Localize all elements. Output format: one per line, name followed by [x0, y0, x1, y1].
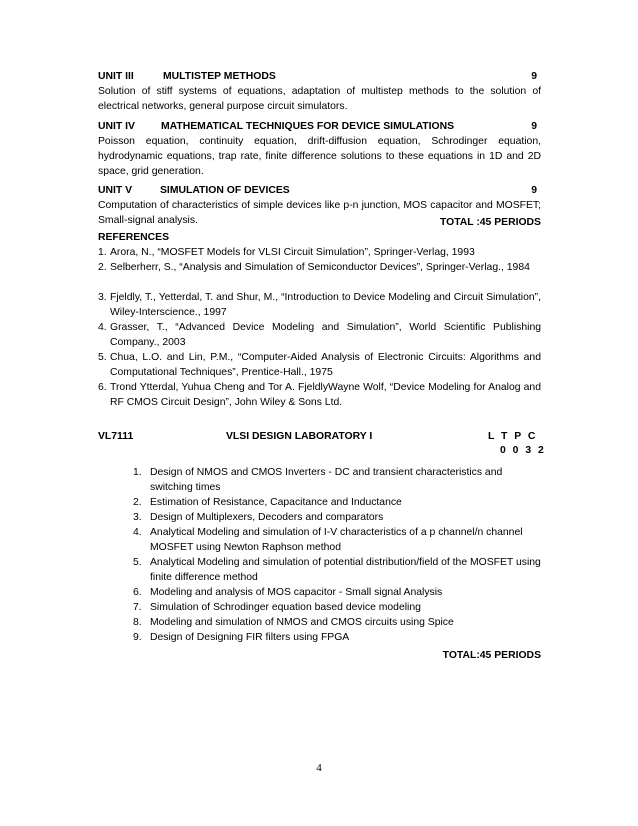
- lab-total-periods: TOTAL:45 PERIODS: [442, 650, 541, 661]
- page-number: 4: [316, 762, 322, 774]
- experiment-text: Modeling and analysis of MOS capacitor - Small signal Analysis: [150, 587, 443, 598]
- total-periods: TOTAL :45 PERIODS: [439, 217, 541, 228]
- experiment-text: Design of NMOS and CMOS Inverters - DC and transient characteristics and switching times: [150, 467, 503, 493]
- unit-title: MULTISTEP METHODS: [163, 71, 276, 82]
- unit-title: SIMULATION OF DEVICES: [160, 185, 290, 196]
- unit-number: UNIT IV: [98, 121, 135, 132]
- reference-number: 3.: [98, 292, 107, 303]
- experiment-item: [133, 465, 543, 495]
- references-heading: REFERENCES: [98, 232, 170, 243]
- reference-number: 2.: [98, 262, 107, 273]
- reference-item: [98, 380, 541, 410]
- unit-number: UNIT III: [98, 71, 134, 82]
- experiment-number: 5.: [133, 557, 142, 568]
- experiment-item: [133, 630, 543, 645]
- experiment-number: 9.: [133, 632, 142, 643]
- unit-body: Computation of characteristics of simple devices like p-n junction, MOS capacitor and MOSFET; Small-signal analysis.: [98, 200, 541, 226]
- unit-heading: [98, 119, 541, 134]
- experiment-item: [133, 585, 543, 600]
- experiment-number: 2.: [133, 497, 142, 508]
- reference-item: [98, 320, 541, 350]
- experiment-item: [133, 510, 543, 525]
- unit-hours: 9: [531, 121, 537, 132]
- experiment-text: Design of Multiplexers, Decoders and comparators: [150, 512, 384, 523]
- unit-number: UNIT V: [98, 185, 133, 196]
- experiment-list: [133, 465, 543, 645]
- reference-text: Trond Ytterdal, Yuhua Cheng and Tor A. FjeldlyWayne Wolf, “Device Modeling for Analog and RF CMOS Circuit Design”, John Wiley & Sons Ltd.: [110, 382, 541, 408]
- experiment-number: 6.: [133, 587, 142, 598]
- reference-text: Chua, L.O. and Lin, P.M., “Computer-Aided Analysis of Electronic Circuits: Algorithms and Computational Techniques”, Prentice-Hall., 1975: [110, 352, 541, 378]
- experiment-text: Analytical Modeling and simulation of potential distribution/field of the MOSFET using finite difference method: [150, 557, 541, 583]
- experiment-text: Simulation of Schrodinger equation based device modeling: [150, 602, 421, 613]
- unit-title: MATHEMATICAL TECHNIQUES FOR DEVICE SIMULATIONS: [161, 121, 455, 132]
- reference-text: Selberherr, S., “Analysis and Simulation of Semiconductor Devices”, Springer-Verlag., 1984: [110, 262, 530, 273]
- unit-hours: 9: [531, 185, 537, 196]
- experiment-item: [133, 495, 543, 510]
- reference-text: Arora, N., “MOSFET Models for VLSI Circuit Simulation”, Springer-Verlag, 1993: [110, 247, 475, 258]
- ltpc-label: L T P C: [488, 431, 538, 442]
- unit-heading: [98, 69, 541, 84]
- experiment-number: 4.: [133, 527, 142, 538]
- unit-body: Solution of stiff systems of equations, adaptation of multistep methods to the solution of electrical networks, general purpose circuit simulators.: [98, 86, 541, 112]
- unit-body: Poisson equation, continuity equation, drift-diffusion equation, Schrodinger equation, hydrodynamic equations, trap rate, finite difference solutions to these equations in 1D and 2D space, grid generation.: [98, 136, 541, 177]
- reference-item: [98, 260, 541, 275]
- experiment-text: Estimation of Resistance, Capacitance and Inductance: [150, 497, 402, 508]
- unit-heading: [98, 183, 541, 198]
- experiment-text: Design of Designing FIR filters using FPGA: [150, 632, 350, 643]
- reference-text: Grasser, T., “Advanced Device Modeling and Simulation”, World Scientific Publishing Company., 2003: [110, 322, 541, 348]
- reference-number: 6.: [98, 382, 107, 393]
- unit-hours: 9: [531, 71, 537, 82]
- experiment-number: 8.: [133, 617, 142, 628]
- reference-number: 4.: [98, 322, 107, 333]
- reference-number: 5.: [98, 352, 107, 363]
- experiment-item: [133, 600, 543, 615]
- course-code: VL7111: [98, 431, 134, 442]
- course-title: VLSI DESIGN LABORATORY I: [226, 431, 373, 442]
- experiment-text: Modeling and simulation of NMOS and CMOS circuits using Spice: [150, 617, 454, 628]
- experiment-item: [133, 555, 543, 585]
- experiment-number: 1.: [133, 467, 142, 478]
- reference-item: [98, 290, 541, 320]
- experiment-item: [133, 615, 543, 630]
- reference-item: [98, 245, 541, 260]
- reference-text: Fjeldly, T., Yetterdal, T. and Shur, M., “Introduction to Device Modeling and Circuit Simulation”, Wiley-Interscience., 1997: [110, 292, 541, 318]
- reference-number: 1.: [98, 247, 107, 258]
- experiment-number: 7.: [133, 602, 142, 613]
- experiment-text: Analytical Modeling and simulation of I-V characteristics of a p channel/n channel MOSFET using Newton Raphson method: [150, 527, 523, 553]
- ltpc-values: 0 0 3 2: [500, 445, 546, 456]
- experiment-number: 3.: [133, 512, 142, 523]
- reference-item: [98, 350, 541, 380]
- experiment-item: [133, 525, 543, 555]
